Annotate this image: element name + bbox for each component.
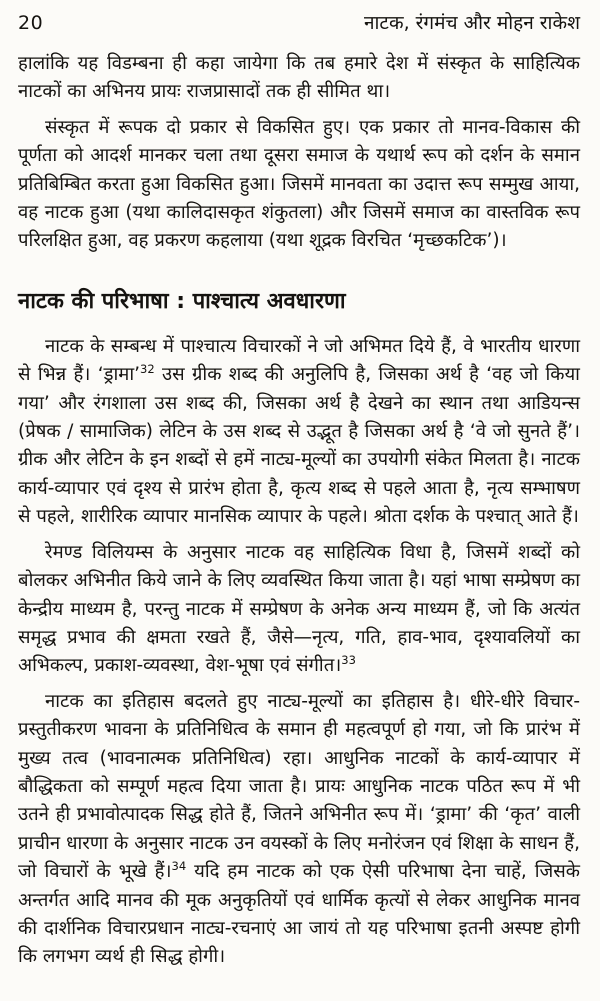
running-title: नाटक, रंगमंच और मोहन राकेश — [363, 12, 580, 34]
text-run: उस ग्रीक शब्द की अनुलिपि है, जिसका अर्थ है ‘वह जो किया गया’ और रंगशाला उस शब्द की, जिसका अर्थ है देखने का स्थान तथा आडियन्स (प्रेषक / सामाजिक) लेटिन के उस शब्द से उद्भूत है जिसका अर्थ है ‘वे जो सुनते हैं’। ग्रीक और लेटिन के इन शब्दों से हमें नाट्य-मूल्यों का उपयोगी संकेत मिलता है। नाटक कार्य-व्यापार एवं दृश्य से प्रारंभ होता है, कृत्य शब्द से पहले आता है, नृत्य सम्भाषण से पहले, शारीरिक व्यापार मानसिक व्यापार के पहले। श्रोता दर्शक के पश्चात् आते हैं। — [18, 364, 580, 528]
footnote-ref: 32 — [140, 362, 155, 377]
section-heading: नाटक की परिभाषा : पाश्चात्य अवधारणा — [18, 288, 346, 314]
text-run: रेमण्ड विलियम्स के अनुसार नाटक वह साहित्यिक विधा है, जिसमें शब्दों को बोलकर अभिनीत किये जाने के लिए व्यवस्थित किया जाता है। यहां भाषा सम्प्रेषण का केन्द्रीय माध्यम है, परन्तु नाटक में सम्प्रेषण के अनेक अन्य माध्यम हैं, जो कि अत्यंत समृद्ध प्रभाव की क्षमता रखते हैं, जैसे—नृत्य, गति, हाव-भाव, दृश्यावलियों का अभिकल्प, प्रकाश-व्यवस्था, वेश-भूषा एवं संगीत। — [18, 541, 580, 677]
paragraph — [18, 114, 580, 256]
footnote-ref: 33 — [341, 653, 356, 668]
page-body — [18, 50, 580, 972]
text-run: नाटक के सम्बन्ध में पाश्चात्य विचारकों ने जो अभिमत दिये हैं, वे भारतीय धारणा से भिन्न हैं। ‘ड्रामा’ — [18, 335, 580, 386]
paragraph — [18, 688, 580, 972]
text-run: नाटक का इतिहास बदलते हुए नाट्य-मूल्यों का इतिहास है। धीरे-धीरे विचार-प्रस्तुतीकरण भावना के प्रतिनिधित्व के समान ही महत्वपूर्ण हो गया, जो कि प्रारंभ में मुख्य तत्व (भावनात्मक प्रतिनिधित्व) रहा। आधुनिक नाटकों के कार्य-व्यापार में बौद्धिकता को सम्पूर्ण महत्व दिया जाता है। प्रायः आधुनिक नाटक पठित रूप में भी उतने ही प्रभावोत्पादक सिद्ध होते हैं, जितने अभिनीत रूप में। ‘ड्रामा’ की ‘कृत’ वाली प्राचीन धारणा के अनुसार नाटक उन वयस्कों के लिए मनोरंजन एवं शिक्षा के साधन हैं, जो विचारों के भूखे हैं। — [18, 690, 580, 883]
text-run: यदि हम नाटक को एक ऐसी परिभाषा देना चाहें, जिसके अन्तर्गत आदि मानव की मूक अनुकृतियों एवं धार्मिक कृत्यों से लेकर आधुनिक मानव की दार्शनिक विचारप्रधान नाट्य-रचनाएं आ जायं तो यह परिभाषा इतनी अस्पष्ट होगी कि लगभग व्यर्थ ही सिद्ध होगी। — [18, 861, 580, 968]
paragraph — [18, 333, 580, 532]
paragraph — [18, 50, 580, 107]
footnote-ref: 34 — [171, 859, 187, 873]
page-header — [18, 10, 580, 36]
paragraph — [18, 539, 580, 681]
text-run: हालांकि यह विडम्बना ही कहा जायेगा कि तब हमारे देश में संस्कृत के साहित्यिक नाटकों का अभिनय प्रायः राजप्रासादों तक ही सीमित था। — [18, 53, 580, 103]
page-number: 20 — [18, 12, 44, 34]
text-run: संस्कृत में रूपक दो प्रकार से विकसित हुए। एक प्रकार तो मानव-विकास की पूर्णता को आदर्श मानकर चला तथा दूसरा समाज के यथार्थ रूप को दर्शन के समान प्रतिबिम्बित करता हुआ विकसित हुआ। जिसमें मानवता का उदात्त रूप सम्मुख आया, वह नाटक हुआ (यथा कालिदासकृत शंकुतला) और जिसमें समाज का वास्तविक रूप परिलक्षित हुआ, वह प्रकरण कहलाया (यथा शूद्रक विरचित ‘मृच्छकटिक’)। — [18, 116, 580, 252]
